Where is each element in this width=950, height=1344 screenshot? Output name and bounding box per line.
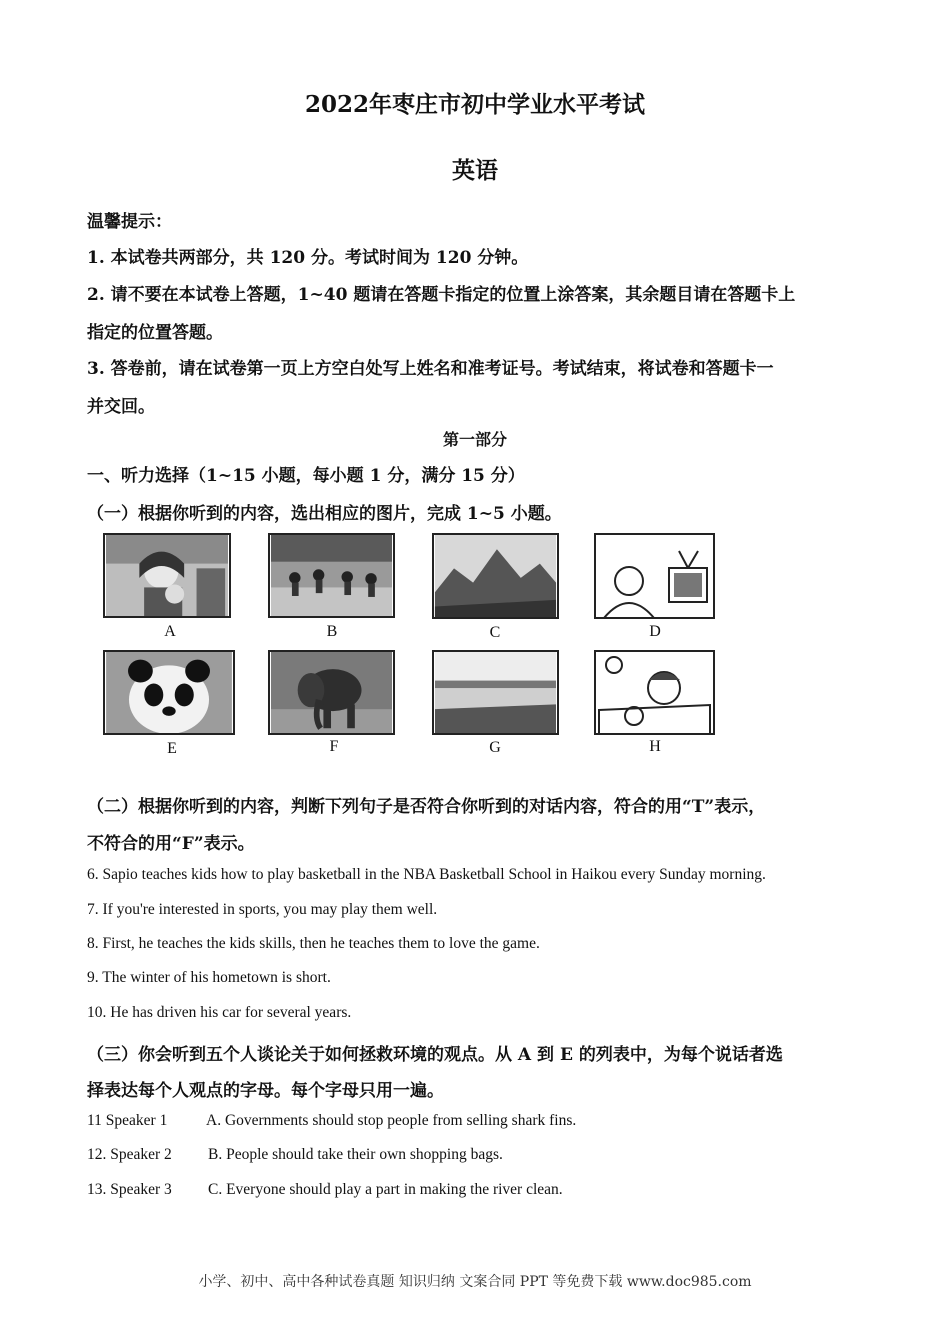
notice-line-2b: 指定的位置答题。 xyxy=(87,323,223,343)
boy-watching-tv-drawing xyxy=(594,533,715,619)
picture-label-f: F xyxy=(329,738,339,755)
panda-photo xyxy=(103,650,235,735)
page-footer: 小学、初中、高中各种试卷真题 知识归纳 文案合同 PPT 等免费下载 www.doc985.com xyxy=(198,1274,752,1290)
notice-line-2a: 2. 请不要在本试卷上答题，1~40 题请在答题卡指定的位置上涂答案，其余题目请在答题卡上 xyxy=(87,285,796,305)
option-c: C. Everyone should play a part in making the river clean. xyxy=(208,1181,563,1198)
sub-section-1-heading: （一）根据你听到的内容，选出相应的图片，完成 1~5 小题。 xyxy=(87,504,562,524)
subject-title: 英语 xyxy=(452,157,498,184)
mountain-landscape-photo xyxy=(432,533,559,619)
notice-heading: 温馨提示： xyxy=(87,212,172,232)
exam-title: 2022年枣庄市初中学业水平考试 xyxy=(304,91,645,118)
question-8: 8. First, he teaches the kids skills, then he teaches them to love the game. xyxy=(87,935,540,952)
boy-driving-car-drawing xyxy=(594,650,715,735)
section-listening-heading: 一、听力选择（1~15 小题，每小题 1 分，满分 15 分） xyxy=(87,466,525,486)
picture-label-c: C xyxy=(489,624,501,641)
picture-label-d: D xyxy=(649,623,661,640)
option-a: A. Governments should stop people from selling shark fins. xyxy=(206,1112,577,1129)
lake-landscape-photo xyxy=(432,650,559,735)
picture-label-h: H xyxy=(649,738,661,755)
sub-section-3-heading-a: （三）你会听到五个人谈论关于如何拯救环境的观点。从 A 到 E 的列表中，为每个说话者选 xyxy=(87,1045,783,1065)
picture-label-b: B xyxy=(326,623,338,640)
speaker-13: 13. Speaker 3 xyxy=(87,1181,172,1198)
sub-section-2-heading-a: （二）根据你听到的内容，判断下列句子是否符合你听到的对话内容，符合的用“T”表示， xyxy=(87,797,766,817)
question-7: 7. If you're interested in sports, you may play them well. xyxy=(87,901,438,918)
question-10: 10. He has driven his car for several years. xyxy=(87,1004,352,1021)
notice-line-3a: 3. 答卷前，请在试卷第一页上方空白处写上姓名和准考证号。考试结束，将试卷和答题卡一 xyxy=(87,359,774,379)
picture-label-e: E xyxy=(167,740,177,757)
notice-line-3b: 并交回。 xyxy=(87,397,155,417)
sub-section-2-heading-b: 不符合的用“F”表示。 xyxy=(87,834,255,854)
sports-playground-photo xyxy=(268,533,395,618)
part-one-heading: 第一部分 xyxy=(442,430,507,449)
question-9: 9. The winter of his hometown is short. xyxy=(87,969,331,986)
picture-label-g: G xyxy=(489,739,501,756)
girl-with-cat-photo xyxy=(103,533,231,618)
elephant-photo xyxy=(268,650,395,735)
picture-label-a: A xyxy=(164,623,176,640)
speaker-11: 11 Speaker 1 xyxy=(87,1112,168,1129)
option-b: B. People should take their own shopping bags. xyxy=(208,1146,503,1163)
sub-section-3-heading-b: 择表达每个人观点的字母。每个字母只用一遍。 xyxy=(87,1081,444,1101)
notice-line-1: 1. 本试卷共两部分，共 120 分。考试时间为 120 分钟。 xyxy=(87,248,529,268)
speaker-12: 12. Speaker 2 xyxy=(87,1146,172,1163)
question-6: 6. Sapio teaches kids how to play basketball in the NBA Basketball School in Haikou every Sunday morning. xyxy=(87,866,766,883)
